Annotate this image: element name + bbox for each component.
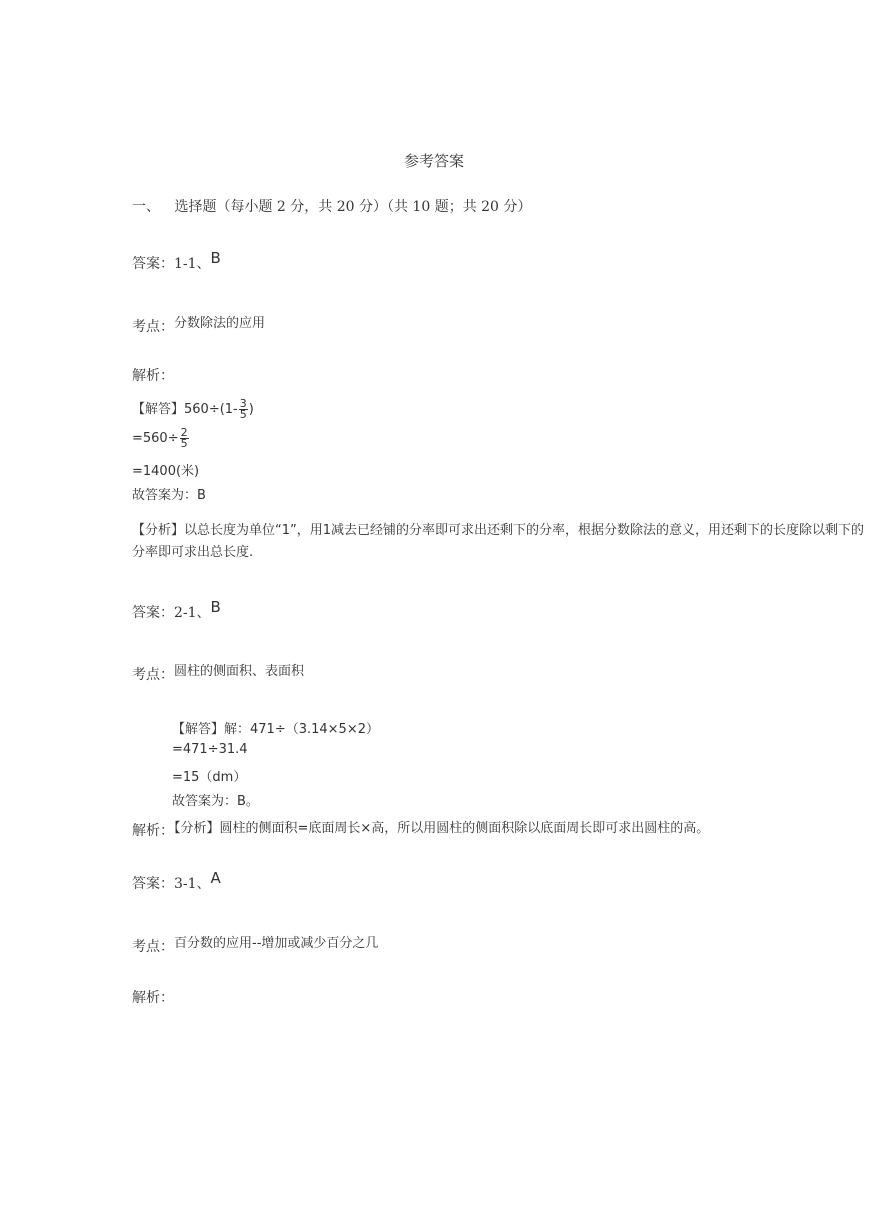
point-value: 圆柱的侧面积、表面积 (174, 664, 305, 679)
point-row-1 (132, 312, 266, 335)
answer-row-1 (132, 249, 221, 273)
analysis-label-1: 解析： (132, 368, 174, 384)
answer-row-2 (132, 598, 221, 622)
answer-label: 答案： (132, 256, 174, 272)
answer-number: 2-1、 (174, 605, 211, 621)
answer-value: A (210, 869, 221, 887)
answer-value: B (210, 598, 221, 616)
solution-line-3: =15（dm） (172, 770, 247, 785)
solution-line-2: =471÷31.4 (172, 742, 248, 757)
point-value: 百分数的应用--增加或减少百分之几 (174, 936, 379, 951)
point-label: 考点： (132, 319, 174, 335)
answer-number: 1-1、 (174, 256, 211, 272)
solution-line-1: 【解答】解：471÷（3.14×5×2） (172, 722, 379, 737)
analysis-row-2 (132, 817, 709, 837)
solution-line-4: 故答案为：B (132, 488, 206, 503)
answer-label: 答案： (132, 605, 174, 621)
answer-number: 3-1、 (174, 876, 211, 892)
analysis-label: 解析： (132, 823, 174, 839)
section-header (132, 196, 531, 216)
section-number: 一、 (132, 199, 160, 215)
answer-value: B (210, 249, 221, 267)
fraction: $\frac{2}{5}$ (180, 426, 188, 450)
section-text: 选择题（每小题 2 分，共 20 分）（共 10 题；共 20 分） (174, 199, 532, 215)
page-title: 参考答案 (404, 152, 465, 170)
point-label: 考点： (132, 939, 174, 955)
answer-row-3 (132, 869, 221, 893)
point-label: 考点： (132, 667, 174, 683)
solution-line-1: 【解答】560÷(1- $\frac{3}{5}$ ) (132, 397, 254, 421)
answer-label: 答案： (132, 876, 174, 892)
solution-analysis: 【分析】圆柱的侧面积=底面周长×高，所以用圆柱的侧面积除以底面周长即可求出圆柱的高。 (174, 821, 710, 836)
analysis-label-3: 解析： (132, 990, 174, 1006)
fraction: $\frac{3}{5}$ (239, 397, 247, 421)
solution-line-4: 故答案为：B。 (172, 794, 259, 809)
point-row-2 (132, 660, 305, 683)
solution-analysis: 【分析】以总长度为单位“1”，用1减去已经铺的分率即可求出还剩下的分率，根据分数除法的意义，用还剩下的长度除以剩下的分率即可求出总长度. (132, 523, 865, 560)
solution-line-2: =560÷ $\frac{2}{5}$ (132, 426, 188, 450)
solution-line-3: =1400(米) (132, 464, 200, 479)
point-row-3 (132, 932, 379, 955)
point-value: 分数除法的应用 (174, 316, 266, 331)
